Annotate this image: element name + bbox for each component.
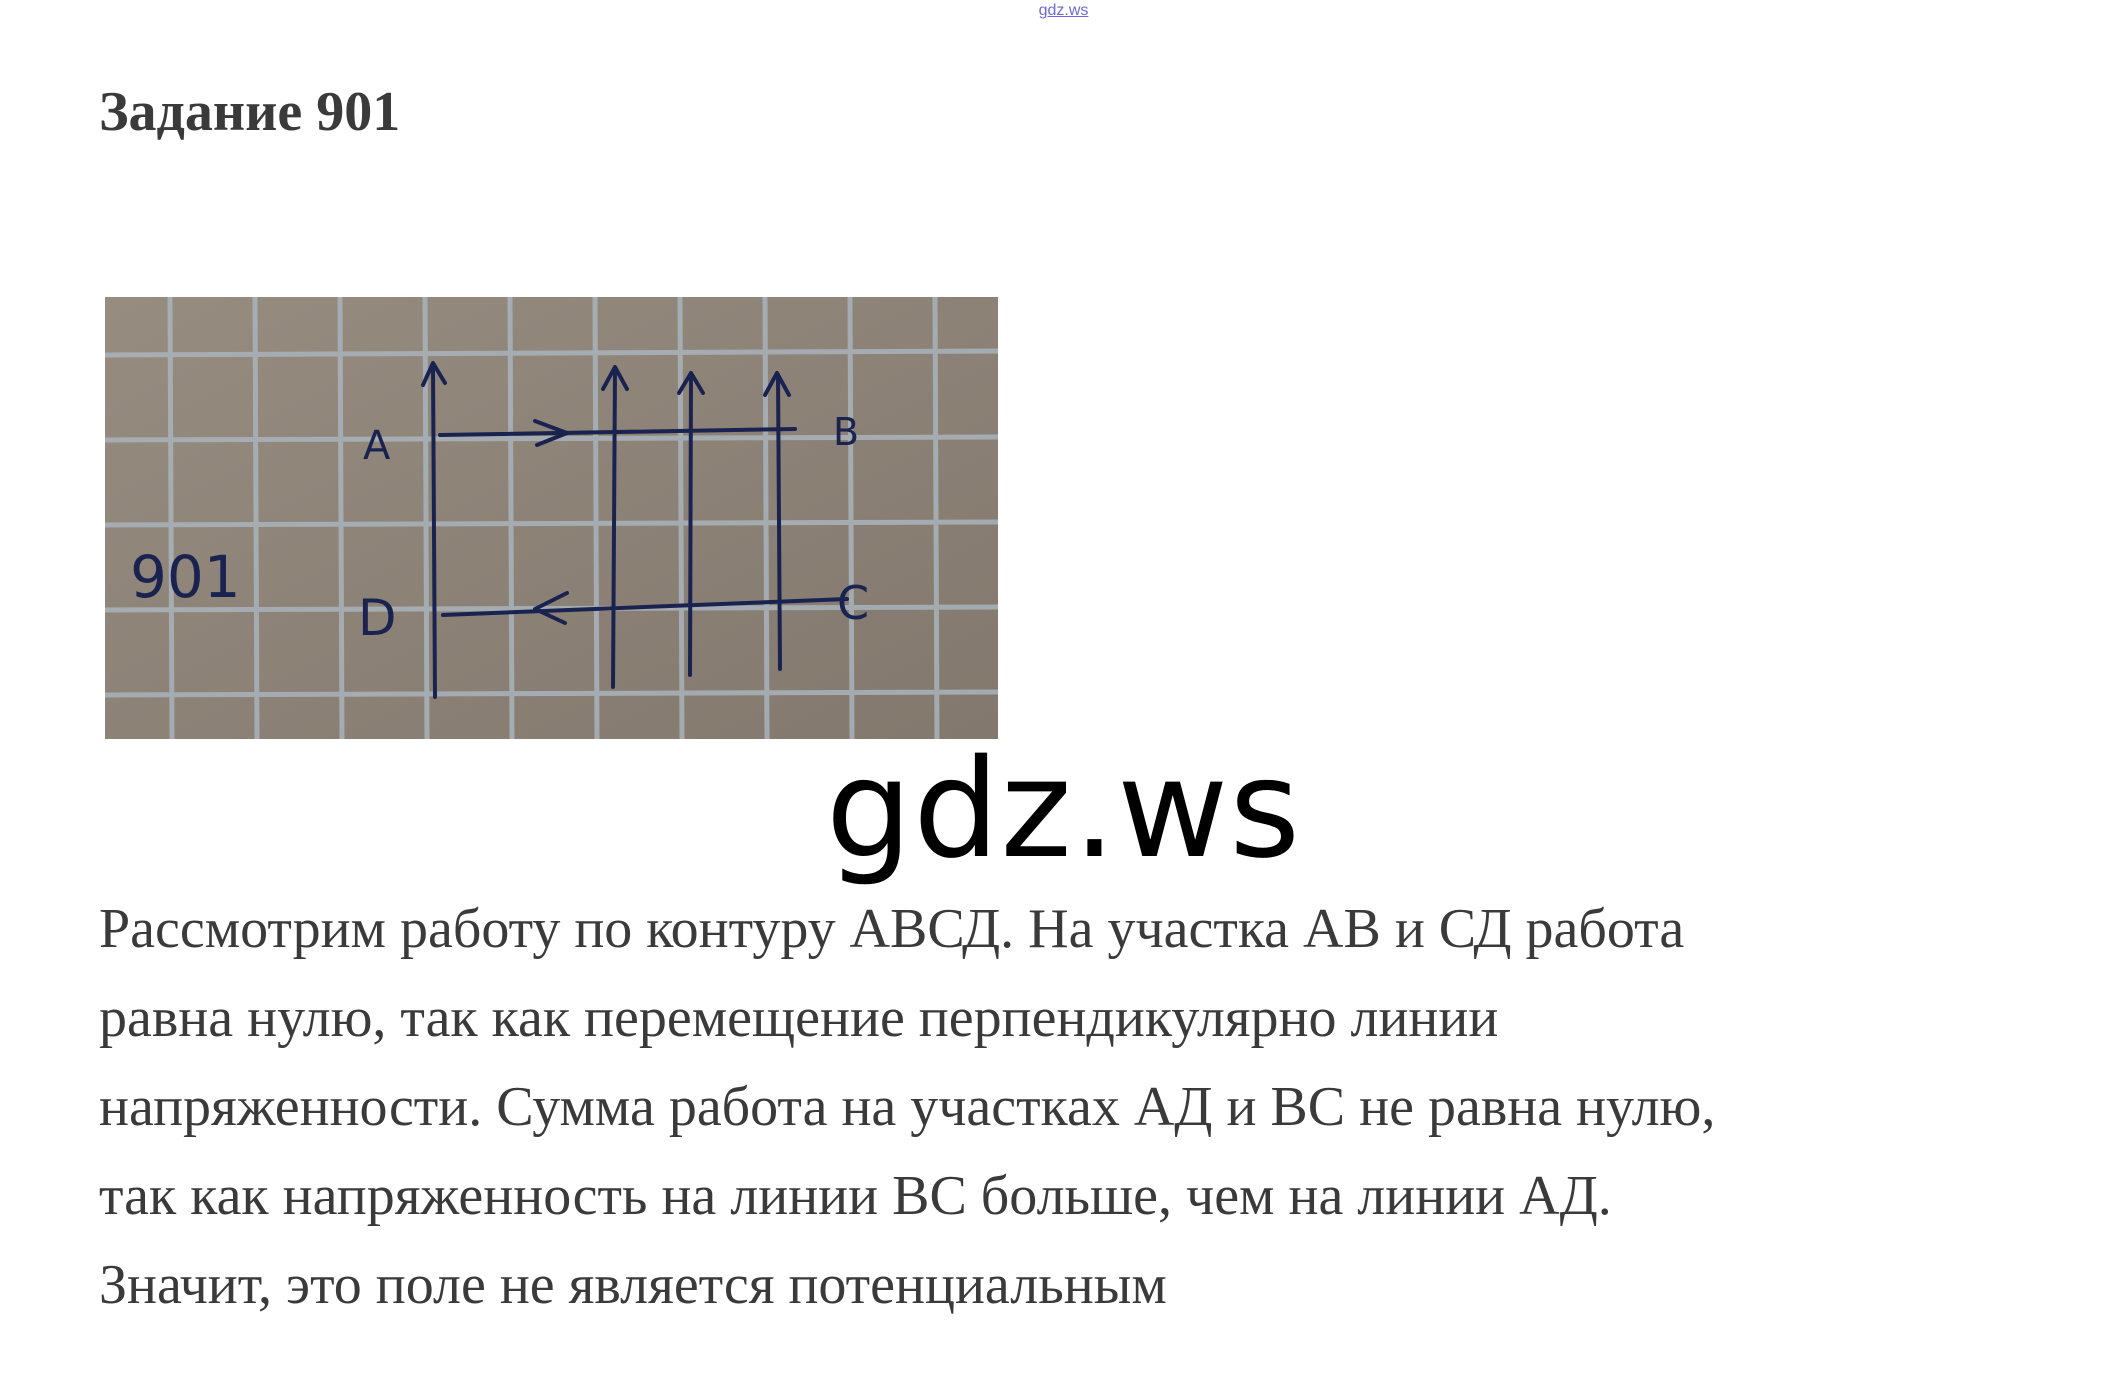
watermark-text: gdz.ws bbox=[825, 731, 1302, 889]
point-label-c: C bbox=[837, 576, 870, 630]
field-line-3 bbox=[690, 375, 691, 675]
field-line-4 bbox=[778, 375, 780, 669]
solution-line: Значит, это поле не является потенциальным bbox=[99, 1254, 1167, 1316]
solution-line: Рассмотрим работу по контуру АВСД. На участка АВ и СД работа bbox=[99, 898, 1685, 960]
solution-text bbox=[99, 885, 1999, 1330]
handwritten-figure-photo bbox=[105, 297, 998, 739]
task-number-label: 901 bbox=[130, 543, 241, 611]
solution-line: напряженности. Сумма работа на участках АД и ВС не равна нулю, bbox=[99, 1076, 1716, 1138]
task-title: Задание 901 bbox=[99, 81, 401, 143]
paper-background bbox=[105, 297, 998, 739]
point-label-a: A bbox=[363, 423, 391, 469]
solution-line: так как напряженность на линии ВС больше, чем на линии АД. bbox=[99, 1165, 1612, 1227]
solution-line: равна нулю, так как перемещение перпендикулярно линии bbox=[99, 987, 1499, 1049]
field-line-2 bbox=[613, 369, 615, 687]
site-mark[interactable]: gdz.ws bbox=[1038, 2, 1089, 19]
field-line-1 bbox=[433, 367, 435, 697]
point-label-b: B bbox=[833, 410, 860, 454]
field-lines-diagram bbox=[105, 297, 998, 739]
point-label-d: D bbox=[358, 589, 397, 647]
